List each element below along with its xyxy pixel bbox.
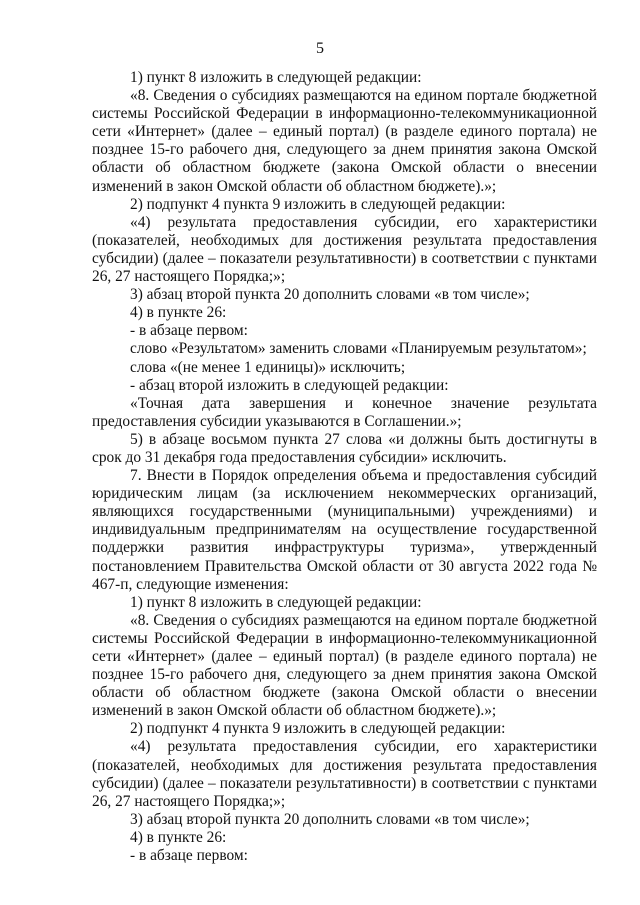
paragraph-9: слова «(не менее 1 единицы)» исключить; [130, 358, 406, 376]
paragraph-17: «4) результата предоставления субсидии, его характеристики (показателей, необходимых для достижения результата предоставления субсидии) (далее – показатели результативности) в соответствии с пунктами 26, 27 настоящего Порядка;»; [92, 738, 597, 810]
paragraph-19: 4) в пункте 26: [130, 828, 227, 846]
paragraph-20: - в абзаце первом: [130, 847, 248, 865]
paragraph-13: 7. Внести в Порядок определения объема и предоставления субсидий юридическим лицам (за исключением некоммерческих организаций, являющихся государственными (муниципальными) учреждениями) и индивидуальным предпринимателям на осуществление государственной поддержки развития инфраструктуры туризма», утвержденный постановлением Правительства Омской области от 30 августа 2022 года № 467-п, следующие изменения: [92, 467, 597, 593]
paragraph-18: 3) абзац второй пункта 20 дополнить словами «в том числе»; [130, 810, 530, 828]
paragraph-10: - абзац второй изложить в следующей редакции: [130, 376, 449, 394]
paragraph-15: «8. Сведения о субсидиях размещаются на едином портале бюджетной системы Российской Федерации в информационно-телекоммуникационной сети «Интернет» (далее – единый портал) (в разделе единого портала) не позднее 15-го рабочего дня, следующего за днем принятия закона Омской области об областном бюджете (закона Омской области о внесении изменений в закон Омской области об областном бюджете).»; [92, 611, 597, 720]
paragraph-2: «8. Сведения о субсидиях размещаются на едином портале бюджетной системы Российской Федерации в информационно-телекоммуникационной сети «Интернет» (далее – единый портал) (в разделе единого портала) не позднее 15-го рабочего дня, следующего за днем принятия закона Омской области об областном бюджете (закона Омской области о внесении изменений в закон Омской области об областном бюджете).»; [92, 87, 597, 195]
paragraph-5: 3) абзац второй пункта 20 дополнить словами «в том числе»; [130, 286, 530, 304]
paragraph-11: «Точная дата завершения и конечное значение результата предоставления субсидии указываются в Соглашении.»; [92, 394, 597, 430]
paragraph-12: 5) в абзаце восьмом пункта 27 слова «и должны быть достигнуты в срок до 31 декабря года предоставления субсидии» исключить. [92, 430, 597, 466]
paragraph-16: 2) подпункт 4 пункта 9 изложить в следующей редакции: [130, 720, 506, 738]
document-body [92, 69, 597, 865]
paragraph-7: - в абзаце первом: [130, 322, 248, 340]
paragraph-6: 4) в пункте 26: [130, 304, 227, 322]
paragraph-8: слово «Результатом» заменить словами «Планируемым результатом»; [130, 340, 587, 358]
paragraph-14: 1) пункт 8 изложить в следующей редакции: [130, 593, 422, 611]
paragraph-1: 1) пункт 8 изложить в следующей редакции: [130, 69, 422, 86]
page-number: 5 [316, 40, 324, 57]
paragraph-4: «4) результата предоставления субсидии, его характеристики (показателей, необходимых для достижения результата предоставления субсидии) (далее – показатели результативности) в соответствии с пунктами 26, 27 настоящего Порядка;»; [92, 213, 597, 286]
paragraph-3: 2) подпункт 4 пункта 9 изложить в следующей редакции: [130, 195, 506, 213]
